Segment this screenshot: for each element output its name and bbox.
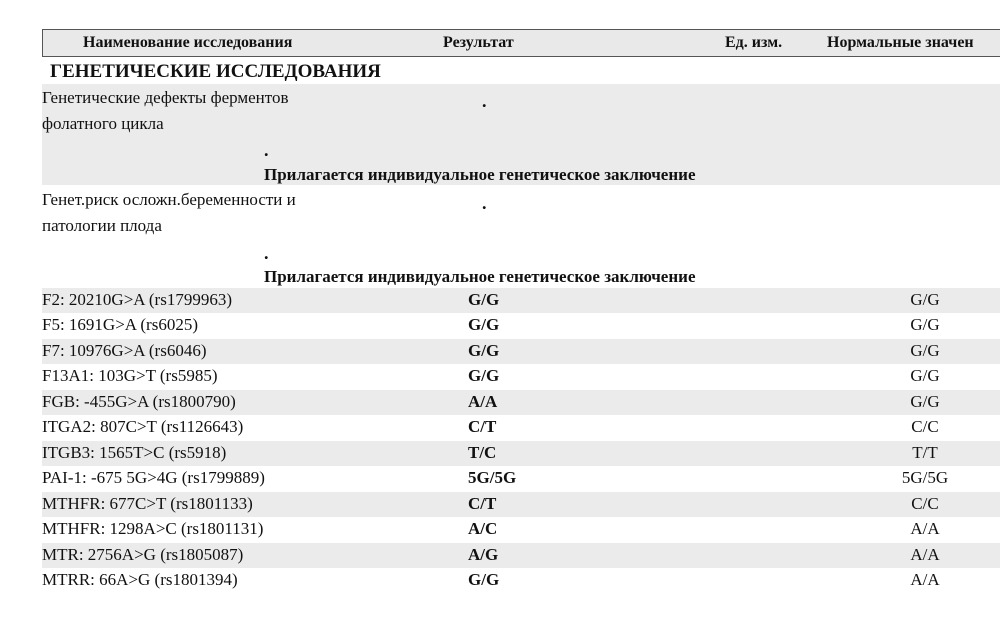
snp-result: G/G (468, 290, 500, 309)
table-row (42, 415, 1000, 440)
snp-norm: C/C (911, 417, 939, 436)
table-row (42, 364, 1000, 389)
test-name-line2: фолатного цикла (42, 114, 164, 133)
snp-norm: G/G (910, 341, 940, 360)
table-row (42, 466, 1000, 491)
snp-result: A/G (468, 545, 499, 564)
table-row (42, 543, 1000, 568)
test-name-line1: Генет.риск осложн.беременности и (42, 190, 296, 209)
snp-result: G/G (468, 341, 500, 360)
snp-name: F2: 20210G>A (rs1799963) (42, 290, 232, 309)
snp-result: G/G (468, 366, 500, 385)
snp-result: C/T (468, 494, 497, 513)
snp-name: F5: 1691G>A (rs6025) (42, 315, 198, 334)
snp-name: F13A1: 103G>T (rs5985) (42, 366, 218, 385)
snp-result: A/A (468, 392, 498, 411)
snp-norm: G/G (910, 290, 940, 309)
snp-name: MTRR: 66A>G (rs1801394) (42, 570, 238, 589)
test-name-line1: Генетические дефекты ферментов (42, 88, 289, 107)
snp-result: G/G (468, 315, 500, 334)
snp-norm: 5G/5G (901, 468, 949, 487)
table-header (42, 29, 1000, 57)
snp-name: ITGB3: 1565T>C (rs5918) (42, 443, 227, 462)
table-row (42, 390, 1000, 415)
table-row (42, 492, 1000, 517)
header-norm: Нормальные значен (827, 34, 974, 51)
snp-norm: C/C (911, 494, 939, 513)
snp-name: F7: 10976G>A (rs6046) (42, 341, 207, 360)
snp-norm: A/A (910, 570, 940, 589)
header-unit: Ед. изм. (725, 34, 783, 51)
snp-norm: A/A (910, 545, 940, 564)
conclusion-note: Прилагается индивидуальное генетическое заключение (264, 165, 696, 184)
result-dot: . (264, 243, 269, 263)
snp-name: PAI-1: -675 5G>4G (rs1799889) (42, 468, 265, 487)
snp-result: 5G/5G (468, 468, 517, 487)
result-value: . (482, 193, 487, 213)
table-row (42, 339, 1000, 364)
snp-name: MTHFR: 1298A>C (rs1801131) (42, 519, 264, 538)
result-value: . (482, 91, 487, 111)
test-name-line2: патологии плода (42, 216, 162, 235)
result-dot: . (264, 140, 269, 160)
snp-result: A/C (468, 519, 498, 538)
snp-result: C/T (468, 417, 497, 436)
snp-result: G/G (468, 570, 500, 589)
snp-name: FGB: -455G>A (rs1800790) (42, 392, 236, 411)
snp-result: T/C (468, 443, 497, 462)
table-row (42, 288, 1000, 313)
table-row (42, 313, 1000, 338)
snp-norm: A/A (910, 519, 940, 538)
snp-norm: G/G (910, 366, 940, 385)
table-row (42, 568, 1000, 593)
snp-name: MTR: 2756A>G (rs1805087) (42, 545, 244, 564)
snp-name: MTHFR: 677C>T (rs1801133) (42, 494, 253, 513)
snp-norm: G/G (910, 315, 940, 334)
table-row (42, 441, 1000, 466)
conclusion-note: Прилагается индивидуальное генетическое заключение (264, 267, 696, 286)
header-result: Результат (443, 34, 514, 51)
table-row (42, 517, 1000, 542)
snp-name: ITGA2: 807C>T (rs1126643) (42, 417, 244, 436)
snp-norm: T/T (912, 443, 938, 462)
snp-norm: G/G (910, 392, 940, 411)
header-name: Наименование исследования (83, 34, 293, 51)
section-title: ГЕНЕТИЧЕСКИЕ ИССЛЕДОВАНИЯ (50, 61, 381, 82)
